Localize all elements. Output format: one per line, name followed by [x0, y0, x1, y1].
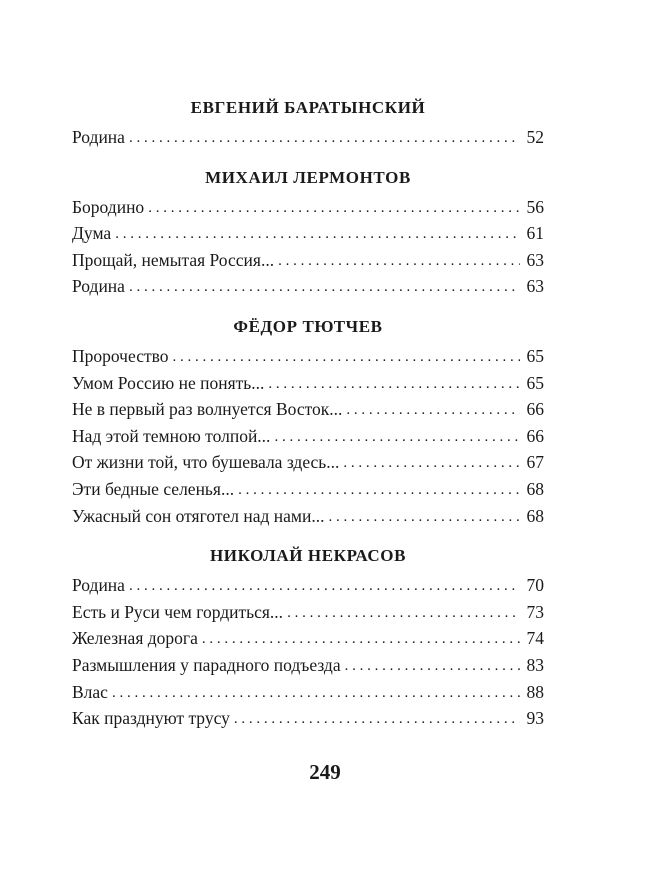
- dot-leader: [129, 573, 520, 600]
- section-author-title: ФЁДОР ТЮТЧЕВ: [233, 316, 383, 336]
- dot-leader: [274, 424, 520, 451]
- entry-page-number: 66: [526, 425, 544, 446]
- entry-title: Не в первый раз волнуется Восток...: [72, 399, 343, 420]
- dot-leader: [234, 706, 520, 733]
- toc-entry[interactable]: [72, 247, 544, 274]
- toc-entry[interactable]: [72, 343, 544, 370]
- entry-page-number: 66: [526, 399, 544, 420]
- entry-page-number: 52: [526, 127, 544, 147]
- entry-page-number: 65: [526, 372, 544, 393]
- entry-page-number: 63: [526, 249, 544, 270]
- section-tyutchev: [72, 313, 544, 529]
- toc-entry[interactable]: [72, 370, 544, 397]
- entry-title: Родина: [72, 575, 125, 596]
- dot-leader: [148, 195, 520, 222]
- entry-title: Размышления у парадного подъезда: [72, 654, 341, 675]
- entry-title: Бородино: [72, 196, 145, 217]
- entry-list: [72, 194, 544, 300]
- page-number: 249: [309, 760, 341, 784]
- entry-page-number: 65: [526, 345, 544, 366]
- entry-page-number: 88: [526, 681, 544, 702]
- entry-page-number: 83: [526, 654, 544, 675]
- toc-entry[interactable]: [72, 503, 544, 530]
- entry-list: [72, 572, 544, 732]
- dot-leader: [112, 680, 520, 707]
- entry-title: Пророчество: [72, 345, 169, 366]
- entry-page-number: 73: [526, 601, 544, 622]
- entry-title: Прощай, немытая Россия...: [72, 249, 275, 270]
- toc-entry[interactable]: [72, 423, 544, 450]
- entry-page-number: 70: [526, 575, 544, 596]
- dot-leader: [346, 397, 520, 424]
- toc-entry[interactable]: [72, 679, 544, 706]
- entry-title: Как празднуют трусу: [72, 708, 230, 729]
- toc-entry[interactable]: [72, 705, 544, 732]
- entry-page-number: 61: [526, 223, 544, 244]
- dot-leader: [115, 221, 520, 248]
- section-author-title: ЕВГЕНИЙ БАРАТЫНСКИЙ: [190, 98, 426, 117]
- dot-leader: [343, 450, 520, 477]
- section-nekrasov: [72, 542, 544, 732]
- entry-page-number: 56: [526, 196, 544, 217]
- toc-entry[interactable]: [72, 124, 544, 151]
- toc-entry[interactable]: [72, 476, 544, 503]
- section-lermontov: [72, 164, 544, 300]
- dot-leader: [129, 274, 520, 301]
- entry-title: Ужасный сон отяготел над нами...: [72, 505, 325, 526]
- entry-page-number: 67: [526, 452, 544, 473]
- dot-leader: [278, 248, 520, 275]
- dot-leader: [173, 344, 521, 371]
- toc-entry[interactable]: [72, 396, 544, 423]
- toc-entry[interactable]: [72, 599, 544, 626]
- entry-title: Над этой темною толпой...: [72, 425, 271, 446]
- entry-title: От жизни той, что бушевала здесь...: [72, 452, 340, 473]
- entry-title: Эти бедные селенья...: [72, 478, 235, 499]
- toc-entry[interactable]: [72, 273, 544, 300]
- toc-entry[interactable]: [72, 449, 544, 476]
- dot-leader: [202, 626, 520, 653]
- entry-title: Родина: [72, 276, 125, 297]
- dot-leader: [238, 477, 520, 504]
- toc-entry[interactable]: [72, 572, 544, 599]
- table-of-contents: [72, 94, 544, 732]
- toc-entry[interactable]: [72, 652, 544, 679]
- dot-leader: [287, 600, 520, 627]
- entry-page-number: 68: [526, 505, 544, 526]
- section-baratynsky: [72, 94, 544, 151]
- entry-page-number: 68: [526, 478, 544, 499]
- entry-title: Умом Россию не понять...: [72, 372, 265, 393]
- dot-leader: [129, 125, 520, 152]
- dot-leader: [345, 653, 520, 680]
- entry-title: Железная дорога: [72, 628, 198, 649]
- entry-title: Родина: [72, 127, 125, 147]
- entry-page-number: 63: [526, 276, 544, 297]
- toc-entry[interactable]: [72, 625, 544, 652]
- entry-list: [72, 124, 544, 151]
- section-author-title: НИКОЛАЙ НЕКРАСОВ: [209, 546, 407, 566]
- entry-title: Влас: [72, 681, 108, 702]
- entry-page-number: 74: [526, 628, 544, 649]
- toc-entry[interactable]: [72, 220, 544, 247]
- entry-page-number: 93: [526, 708, 544, 729]
- section-author-title: МИХАИЛ ЛЕРМОНТОВ: [205, 167, 411, 187]
- entry-title: Есть и Руси чем гордиться...: [72, 601, 284, 622]
- dot-leader: [328, 504, 520, 531]
- entry-title: Дума: [72, 223, 112, 244]
- dot-leader: [268, 371, 520, 398]
- toc-entry[interactable]: [72, 194, 544, 221]
- entry-list: [72, 343, 544, 529]
